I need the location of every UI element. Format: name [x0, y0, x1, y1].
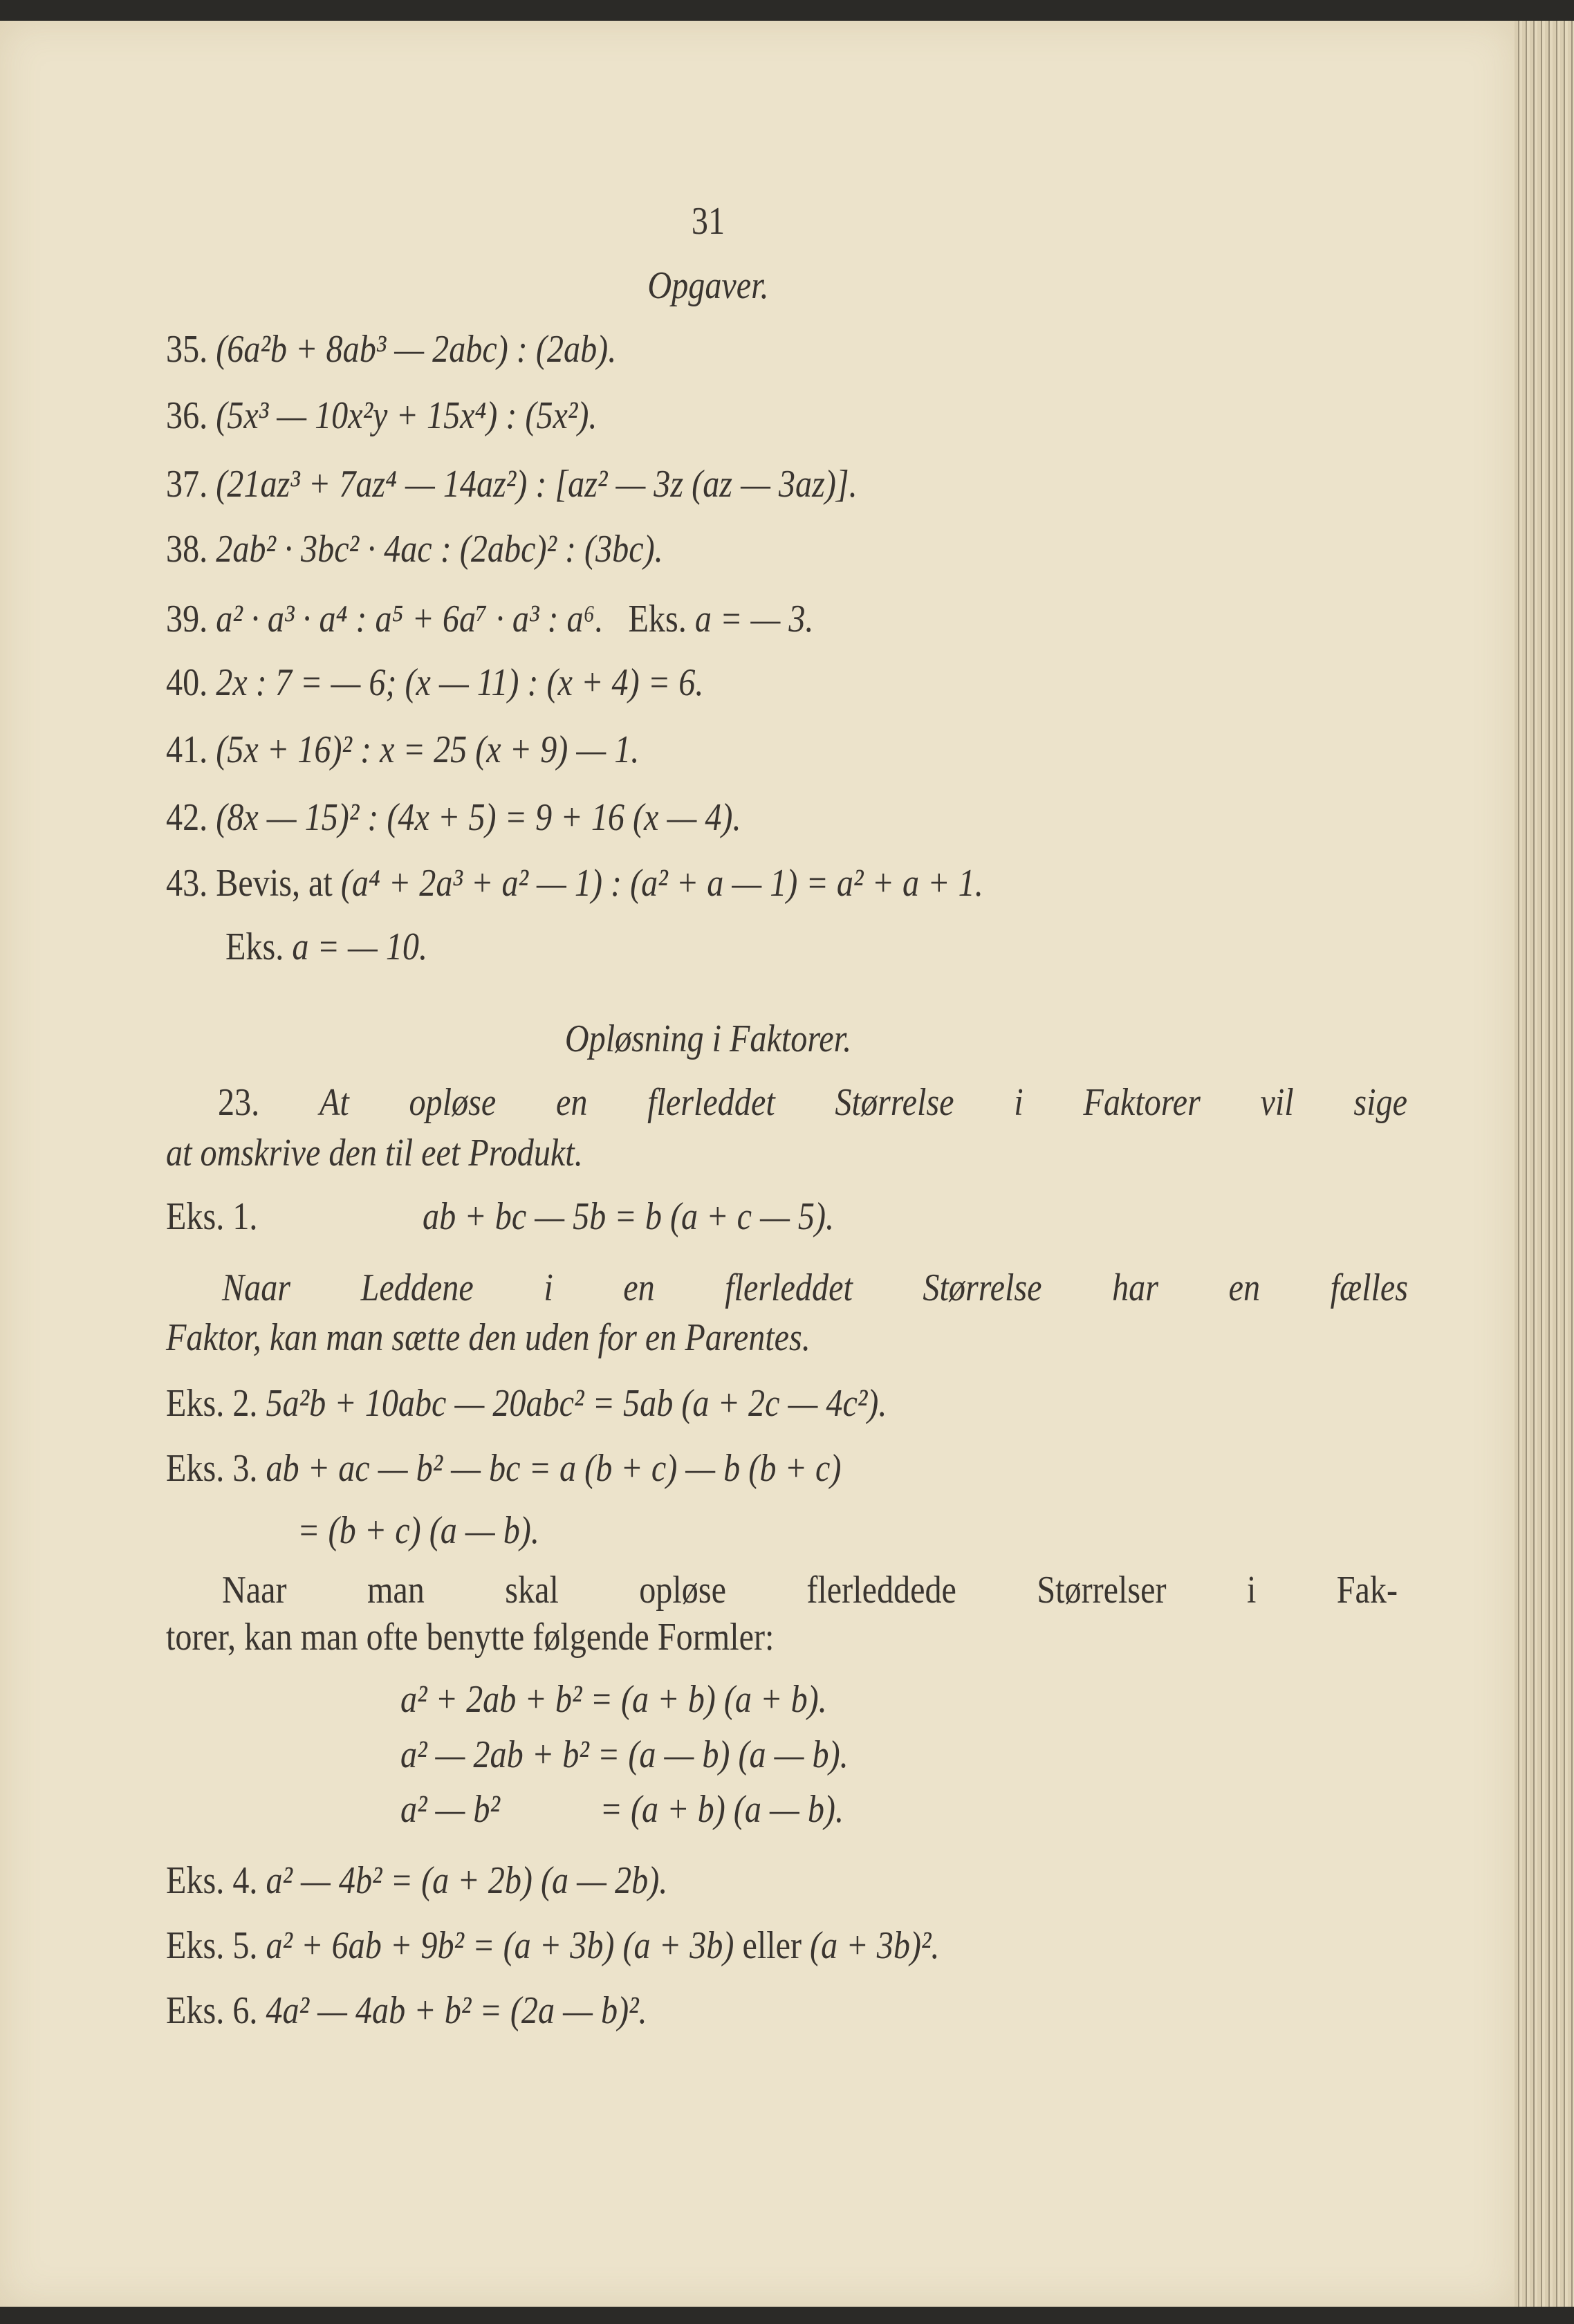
text: 40.: [166, 661, 216, 704]
text: Eks.: [603, 598, 695, 640]
math-text: (a⁴ + 2a³ + a² — 1) : (a² + a — 1) = a² + a + 1.: [340, 862, 983, 905]
math-text: a² · a³ · a⁴ : a⁵ + 6a⁷ · a³ : a⁶.: [216, 598, 604, 640]
math-text: a² — b² = (a + b) (a — b).: [400, 1788, 844, 1831]
math-text: 2x : 7 = — 6; (x — 11) : (x + 4) = 6.: [216, 661, 704, 704]
example-2: [166, 1376, 887, 1431]
math-text: At opløse en flerleddet Størrelse i Faktorer vil sige: [319, 1081, 1407, 1124]
formula-diff-squares: [400, 1782, 844, 1837]
math-text: (8x — 15)² : (4x + 5) = 9 + 16 (x — 4).: [216, 796, 741, 839]
definition-line-2: [166, 1125, 583, 1181]
math-text: Faktor, kan man sætte den uden for en Parentes.: [166, 1316, 811, 1359]
math-text: (5x + 16)² : x = 25 (x + 9) — 1.: [216, 728, 640, 771]
math-text: (a + 3b)².: [810, 1924, 940, 1967]
exercise-42: [166, 790, 741, 845]
example-1-formula: [423, 1189, 834, 1244]
exercise-40: [166, 655, 703, 710]
math-text: 4a² — 4ab + b² = (2a — b)².: [266, 1989, 647, 2032]
page-edges: [1515, 21, 1574, 2307]
math-text: a = — 10.: [292, 925, 428, 968]
example-6: [166, 1983, 647, 2038]
exercise-37: [166, 456, 858, 512]
math-text: Naar Leddene i en flerleddet Størrelse har en fælles: [222, 1266, 1408, 1309]
math-text: at omskrive den til eet Produkt.: [166, 1132, 583, 1174]
text: Eks.: [225, 925, 293, 968]
math-text: a² — 4b² = (a + 2b) (a — 2b).: [266, 1859, 668, 1902]
text: Eks. 6.: [166, 1989, 266, 2032]
text: 23.: [218, 1081, 320, 1124]
text: eller: [734, 1924, 811, 1967]
text: Eks. 1.: [166, 1195, 258, 1238]
text: 38.: [166, 528, 216, 571]
math-text: = (b + c) (a — b).: [297, 1509, 539, 1552]
text: 35.: [166, 328, 216, 371]
math-text: 5a²b + 10abc — 20abc² = 5ab (a + 2c — 4c²).: [266, 1382, 887, 1425]
exercise-38: [166, 522, 663, 577]
math-text: ab + bc — 5b = b (a + c — 5).: [423, 1195, 835, 1238]
text: Eks. 2.: [166, 1382, 266, 1425]
example-4: [166, 1853, 667, 1908]
math-text: (6a²b + 8ab³ — 2abc) : (2ab).: [216, 328, 617, 371]
math-text: a² + 6ab + 9b² = (a + 3b) (a + 3b): [266, 1924, 734, 1967]
definition-line-1: [218, 1075, 1407, 1130]
math-text: a² + 2ab + b² = (a + b) (a + b).: [400, 1678, 827, 1721]
heading-opgaver: [99, 258, 1317, 313]
exercise-43-example: [225, 919, 427, 975]
math-text: Opgaver.: [647, 264, 769, 307]
formulas-intro-2: [166, 1610, 774, 1665]
page-number: 31: [691, 200, 725, 243]
exercise-39: [166, 591, 813, 647]
math-text: a = — 3.: [694, 598, 814, 640]
book-page: [0, 21, 1515, 2307]
example-5: [166, 1918, 939, 1973]
exercise-35: [166, 322, 616, 377]
text: 36.: [166, 394, 216, 437]
math-text: (5x³ — 10x²y + 15x⁴) : (5x²).: [216, 394, 598, 437]
exercise-43: [166, 856, 983, 911]
rule-line-1: [222, 1260, 1408, 1316]
example-3: [166, 1441, 841, 1496]
math-text: 2ab² · 3bc² · 4ac : (2abc)² : (3bc).: [216, 528, 663, 571]
heading-oplosning: [99, 1011, 1317, 1067]
exercise-41: [166, 722, 639, 777]
formula-square-diff: [400, 1727, 849, 1782]
formula-square-sum: [400, 1672, 827, 1727]
text: 37.: [166, 463, 216, 506]
text: Eks. 4.: [166, 1859, 266, 1902]
math-text: a² — 2ab + b² = (a — b) (a — b).: [400, 1733, 849, 1776]
math-text: (21az³ + 7az⁴ — 14az²) : [az² — 3z (az — 3az)].: [216, 463, 858, 506]
text: Eks. 3.: [166, 1447, 266, 1490]
example-1-label: [166, 1189, 257, 1244]
text: 39.: [166, 598, 216, 640]
math-text: ab + ac — b² — bc = a (b + c) — b (b + c): [266, 1447, 842, 1490]
text: Naar man skal opløse flerleddede Størrelser i Fak-: [222, 1569, 1398, 1612]
text: 42.: [166, 796, 216, 839]
example-3-cont: [297, 1503, 539, 1558]
text: Eks. 5.: [166, 1924, 266, 1967]
text: 41.: [166, 728, 216, 771]
text: torer, kan man ofte benytte følgende Formler:: [166, 1616, 775, 1659]
math-text: Opløsning i Faktorer.: [564, 1017, 852, 1060]
exercise-36: [166, 388, 597, 443]
text: 43. Bevis, at: [166, 862, 341, 905]
rule-line-2: [166, 1310, 811, 1365]
